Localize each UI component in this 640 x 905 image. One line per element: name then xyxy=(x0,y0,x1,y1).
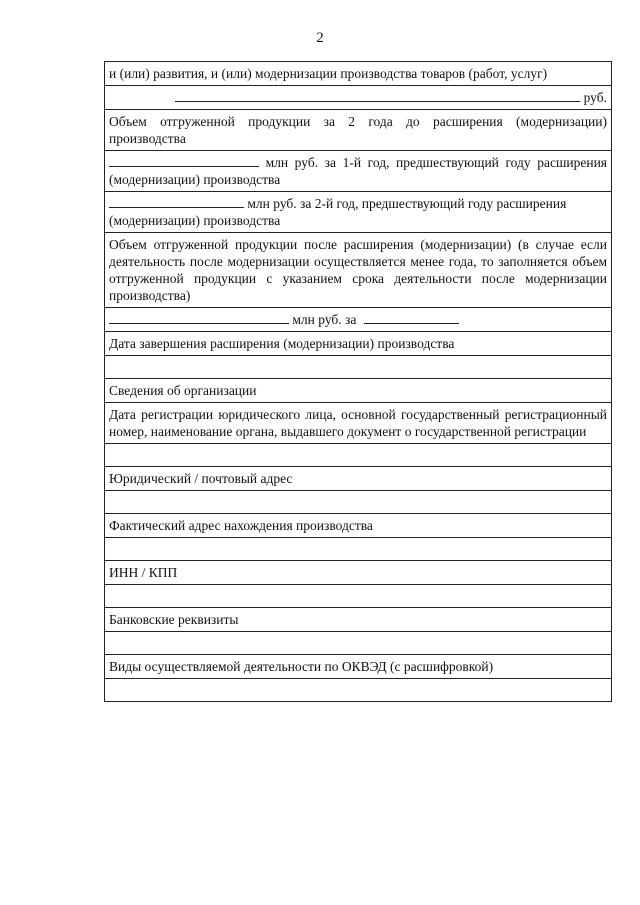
inn-kpp-label: ИНН / КПП xyxy=(105,561,612,585)
investment-amount-field[interactable] xyxy=(175,89,580,102)
shipped-after-label: Объем отгруженной продукции после расширения (модернизации) (в случае если деятельность после модернизации осуществляется менее года, то заполняется объем отгруженной продукции с указанием срока деятельности после модернизации производства) xyxy=(105,233,612,308)
application-form-table xyxy=(104,61,612,702)
actual-address-input-row xyxy=(105,538,612,561)
org-info-row xyxy=(105,379,612,403)
okved-input-row xyxy=(105,679,612,702)
year1-amount-field[interactable] xyxy=(109,154,259,167)
inn-kpp-input[interactable] xyxy=(105,585,612,608)
completion-date-row xyxy=(105,332,612,356)
shipped-before-row xyxy=(105,110,612,151)
investment-amount-row xyxy=(105,86,612,110)
after-amount-row xyxy=(105,308,612,332)
shipped-before-label: Объем отгруженной продукции за 2 года до расширения (модернизации) производства xyxy=(105,110,612,151)
registration-label: Дата регистрации юридического лица, основной государственный регистрационный номер, наименование органа, выдавшего документ о государственной регистрации xyxy=(105,403,612,444)
inn-kpp-input-row xyxy=(105,585,612,608)
year2-text: млн руб. за 2-й год, предшествующий году расширения (модернизации) производства xyxy=(109,196,567,228)
bank-details-input[interactable] xyxy=(105,632,612,655)
registration-input-row xyxy=(105,444,612,467)
year2-amount-field[interactable] xyxy=(109,195,244,208)
legal-address-row xyxy=(105,467,612,491)
bank-details-label: Банковские реквизиты xyxy=(105,608,612,632)
bank-details-input-row xyxy=(105,632,612,655)
registration-row xyxy=(105,403,612,444)
after-amount-cell xyxy=(105,308,612,332)
legal-address-input-row xyxy=(105,491,612,514)
development-row xyxy=(105,62,612,86)
actual-address-row xyxy=(105,514,612,538)
legal-address-label: Юридический / почтовый адрес xyxy=(105,467,612,491)
actual-address-label: Фактический адрес нахождения производства xyxy=(105,514,612,538)
okved-label: Виды осуществляемой деятельности по ОКВЭД (с расшифровкой) xyxy=(105,655,612,679)
after-mln-text: млн руб. за xyxy=(292,312,357,327)
registration-input[interactable] xyxy=(105,444,612,467)
completion-date-input-row xyxy=(105,356,612,379)
year2-cell xyxy=(105,192,612,233)
rub-suffix: руб. xyxy=(583,90,607,105)
page-number: 2 xyxy=(316,30,324,46)
year1-row xyxy=(105,151,612,192)
inn-kpp-row xyxy=(105,561,612,585)
year1-text: млн руб. за 1-й год, предшествующий году расширения (модернизации) производства xyxy=(109,155,608,187)
actual-address-input[interactable] xyxy=(105,538,612,561)
shipped-after-row xyxy=(105,233,612,308)
okved-row xyxy=(105,655,612,679)
year2-row xyxy=(105,192,612,233)
okved-input[interactable] xyxy=(105,679,612,702)
after-period-field[interactable] xyxy=(364,311,459,324)
after-amount-field[interactable] xyxy=(109,311,289,324)
org-info-label: Сведения об организации xyxy=(105,379,612,403)
legal-address-input[interactable] xyxy=(105,491,612,514)
investment-amount-cell xyxy=(105,86,612,110)
development-line-text: и (или) развития, и (или) модернизации производства товаров (работ, услуг) xyxy=(105,62,612,86)
completion-date-input[interactable] xyxy=(105,356,612,379)
bank-details-row xyxy=(105,608,612,632)
completion-date-label: Дата завершения расширения (модернизации) производства xyxy=(105,332,612,356)
year1-cell xyxy=(105,151,612,192)
